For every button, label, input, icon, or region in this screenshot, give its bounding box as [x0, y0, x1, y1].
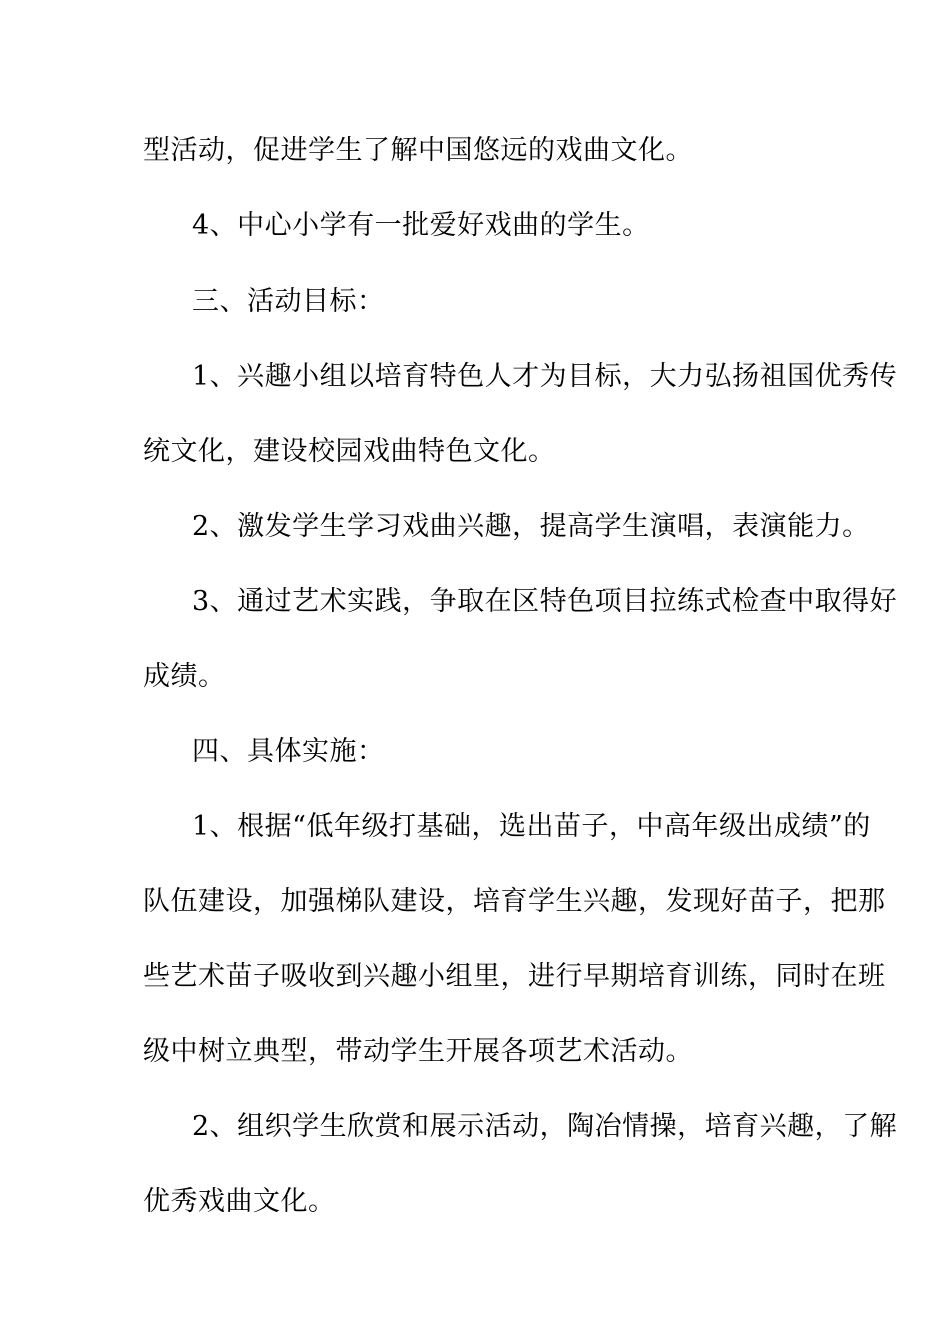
paragraph-line: 1、兴趣小组以培育特色人才为目标，大力弘扬祖国优秀传	[192, 361, 898, 392]
paragraph-line: 2、激发学生学习戏曲兴趣，提高学生演唱，表演能力。	[192, 511, 870, 542]
paragraph-line: 4、中心小学有一批爱好戏曲的学生。	[192, 210, 650, 241]
paragraph-line: 2、组织学生欣赏和展示活动，陶冶情操，培育兴趣，了解	[192, 1111, 898, 1142]
section-heading: 三、活动目标：	[192, 286, 385, 317]
section-heading: 四、具体实施：	[192, 736, 385, 767]
paragraph-line: 些艺术苗子吸收到兴趣小组里，进行早期培育训练，同时在班	[143, 961, 886, 992]
paragraph-line: 成绩。	[143, 661, 226, 692]
paragraph-line: 1、根据“低年级打基础，选出苗子，中高年级出成绩”的	[192, 811, 871, 842]
paragraph-line: 型活动，促进学生了解中国悠远的戏曲文化。	[143, 135, 693, 166]
paragraph-line: 优秀戏曲文化。	[143, 1186, 336, 1217]
paragraph-line: 级中树立典型，带动学生开展各项艺术活动。	[143, 1036, 693, 1067]
paragraph-line: 队伍建设，加强梯队建设，培育学生兴趣，发现好苗子，把那	[143, 886, 886, 917]
paragraph-line: 统文化，建设校园戏曲特色文化。	[143, 436, 556, 467]
paragraph-line: 3、通过艺术实践，争取在区特色项目拉练式检查中取得好	[192, 586, 898, 617]
